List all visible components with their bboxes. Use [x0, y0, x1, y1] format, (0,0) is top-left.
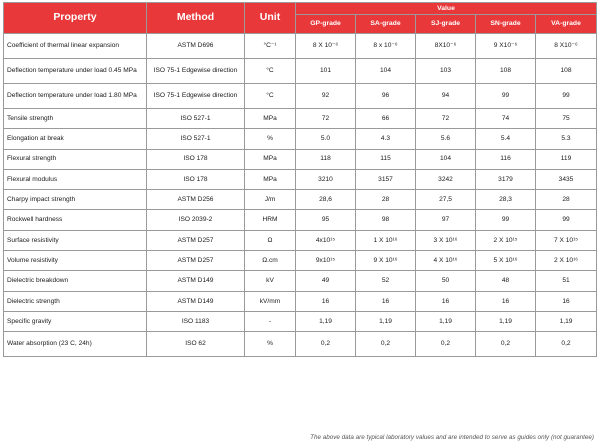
value-cell: 99 — [536, 84, 597, 109]
method-cell: ISO 2039-2 — [147, 210, 245, 230]
value-cell: 0,2 — [416, 332, 476, 357]
value-cell: 75 — [536, 109, 597, 129]
property-cell: Rockwell hardness — [4, 210, 147, 230]
unit-cell: °C — [245, 59, 296, 84]
property-cell: Charpy impact strength — [4, 190, 147, 210]
method-cell: ISO 75-1 Edgewise direction — [147, 84, 245, 109]
value-cell: 1,19 — [296, 311, 356, 331]
value-cell: 9x10¹⁵ — [296, 251, 356, 271]
value-cell: 116 — [476, 149, 536, 169]
value-cell: 9 X10⁻⁶ — [476, 34, 536, 59]
unit-cell: °C — [245, 84, 296, 109]
value-cell: 9 X 10¹⁶ — [356, 251, 416, 271]
method-cell: ISO 178 — [147, 169, 245, 189]
value-cell: 72 — [416, 109, 476, 129]
value-cell: 3157 — [356, 169, 416, 189]
property-cell: Deflection temperature under load 0.45 MPa — [4, 59, 147, 84]
unit-cell: MPa — [245, 109, 296, 129]
table-row — [4, 169, 597, 189]
property-cell: Surface resistivity — [4, 230, 147, 250]
header-grade: VA-grade — [536, 15, 597, 34]
method-cell: ASTM D257 — [147, 230, 245, 250]
method-cell: ISO 178 — [147, 149, 245, 169]
properties-table-body — [4, 34, 597, 357]
value-cell: 1,19 — [536, 311, 597, 331]
method-cell: ISO 527-1 — [147, 129, 245, 149]
property-cell: Specific gravity — [4, 311, 147, 331]
value-cell: 28,6 — [296, 190, 356, 210]
value-cell: 1 X 10¹⁶ — [356, 230, 416, 250]
value-cell: 16 — [476, 291, 536, 311]
value-cell: 99 — [476, 84, 536, 109]
method-cell: ASTM D696 — [147, 34, 245, 59]
value-cell: 98 — [356, 210, 416, 230]
value-cell: 1,19 — [416, 311, 476, 331]
value-cell: 115 — [356, 149, 416, 169]
property-cell: Tensile strength — [4, 109, 147, 129]
value-cell: 104 — [416, 149, 476, 169]
value-cell: 2 X 10¹⁵ — [476, 230, 536, 250]
header-method: Method — [147, 3, 245, 34]
value-cell: 51 — [536, 271, 597, 291]
table-row — [4, 291, 597, 311]
value-cell: 5.3 — [536, 129, 597, 149]
value-cell: 8 X10⁻⁶ — [536, 34, 597, 59]
footnote: The above data are typical laboratory values and are intended to serve as guides only (not guarantee) — [310, 434, 594, 441]
property-cell: Flexural strength — [4, 149, 147, 169]
table-row — [4, 59, 597, 84]
table-row — [4, 332, 597, 357]
value-cell: 16 — [296, 291, 356, 311]
property-cell: Elongation at break — [4, 129, 147, 149]
property-cell: Flexural modulus — [4, 169, 147, 189]
value-cell: 8 x 10⁻⁶ — [356, 34, 416, 59]
value-cell: 5 X 10¹⁶ — [476, 251, 536, 271]
header-grade: GP-grade — [296, 15, 356, 34]
unit-cell: HRM — [245, 210, 296, 230]
value-cell: 3242 — [416, 169, 476, 189]
value-cell: 4x10¹⁵ — [296, 230, 356, 250]
property-cell: Dielectric breakdown — [4, 271, 147, 291]
value-cell: 101 — [296, 59, 356, 84]
unit-cell: J/m — [245, 190, 296, 210]
value-cell: 8 X 10⁻⁶ — [296, 34, 356, 59]
value-cell: 99 — [536, 210, 597, 230]
unit-cell: % — [245, 129, 296, 149]
header-property: Property — [4, 3, 147, 34]
property-cell: Deflection temperature under load 1.80 MPa — [4, 84, 147, 109]
table-row — [4, 84, 597, 109]
value-cell: 108 — [536, 59, 597, 84]
unit-cell: - — [245, 311, 296, 331]
value-cell: 4 X 10¹⁶ — [416, 251, 476, 271]
value-cell: 92 — [296, 84, 356, 109]
value-cell: 3 X 10¹⁶ — [416, 230, 476, 250]
value-cell: 5.0 — [296, 129, 356, 149]
value-cell: 4.3 — [356, 129, 416, 149]
method-cell: ASTM D149 — [147, 291, 245, 311]
value-cell: 0,2 — [356, 332, 416, 357]
value-cell: 119 — [536, 149, 597, 169]
value-cell: 28 — [356, 190, 416, 210]
value-cell: 118 — [296, 149, 356, 169]
table-row — [4, 271, 597, 291]
properties-table — [3, 2, 597, 357]
value-cell: 8X10⁻⁶ — [416, 34, 476, 59]
unit-cell: Ω.cm — [245, 251, 296, 271]
value-cell: 3435 — [536, 169, 597, 189]
value-cell: 103 — [416, 59, 476, 84]
method-cell: ISO 1183 — [147, 311, 245, 331]
method-cell: ASTM D257 — [147, 251, 245, 271]
value-cell: 16 — [356, 291, 416, 311]
value-cell: 108 — [476, 59, 536, 84]
header-grade: SN-grade — [476, 15, 536, 34]
header-value: Value — [296, 3, 597, 15]
value-cell: 2 X 10¹⁶ — [536, 251, 597, 271]
value-cell: 99 — [476, 210, 536, 230]
value-cell: 66 — [356, 109, 416, 129]
value-cell: 16 — [536, 291, 597, 311]
value-cell: 3179 — [476, 169, 536, 189]
value-cell: 49 — [296, 271, 356, 291]
value-cell: 96 — [356, 84, 416, 109]
value-cell: 3210 — [296, 169, 356, 189]
table-row — [4, 34, 597, 59]
property-cell: Water absorption (23 C, 24h) — [4, 332, 147, 357]
header-grade: SJ-grade — [416, 15, 476, 34]
value-cell: 27,5 — [416, 190, 476, 210]
value-cell: 50 — [416, 271, 476, 291]
value-cell: 0,2 — [296, 332, 356, 357]
table-row — [4, 149, 597, 169]
value-cell: 48 — [476, 271, 536, 291]
table-row — [4, 311, 597, 331]
unit-cell: Ω — [245, 230, 296, 250]
table-row — [4, 251, 597, 271]
method-cell: ISO 75-1 Edgewise direction — [147, 59, 245, 84]
property-cell: Volume resistivity — [4, 251, 147, 271]
table-row — [4, 190, 597, 210]
value-cell: 97 — [416, 210, 476, 230]
value-cell: 16 — [416, 291, 476, 311]
unit-cell: MPa — [245, 169, 296, 189]
value-cell: 0,2 — [476, 332, 536, 357]
property-cell: Coefficient of thermal linear expansion — [4, 34, 147, 59]
value-cell: 7 X 10¹⁵ — [536, 230, 597, 250]
unit-cell: kV — [245, 271, 296, 291]
value-cell: 52 — [356, 271, 416, 291]
value-cell: 5.4 — [476, 129, 536, 149]
unit-cell: % — [245, 332, 296, 357]
table-row — [4, 230, 597, 250]
value-cell: 104 — [356, 59, 416, 84]
value-cell: 0,2 — [536, 332, 597, 357]
table-row — [4, 210, 597, 230]
method-cell: ISO 527-1 — [147, 109, 245, 129]
property-cell: Dielectric strength — [4, 291, 147, 311]
unit-cell: °C⁻¹ — [245, 34, 296, 59]
method-cell: ASTM D256 — [147, 190, 245, 210]
value-cell: 94 — [416, 84, 476, 109]
table-row — [4, 109, 597, 129]
value-cell: 1,19 — [356, 311, 416, 331]
method-cell: ISO 62 — [147, 332, 245, 357]
value-cell: 74 — [476, 109, 536, 129]
unit-cell: kV/mm — [245, 291, 296, 311]
value-cell: 28 — [536, 190, 597, 210]
method-cell: ASTM D149 — [147, 271, 245, 291]
value-cell: 1,19 — [476, 311, 536, 331]
header-grade: SA-grade — [356, 15, 416, 34]
value-cell: 5.6 — [416, 129, 476, 149]
value-cell: 28,3 — [476, 190, 536, 210]
header-unit: Unit — [245, 3, 296, 34]
table-row — [4, 129, 597, 149]
value-cell: 72 — [296, 109, 356, 129]
value-cell: 95 — [296, 210, 356, 230]
unit-cell: MPa — [245, 149, 296, 169]
